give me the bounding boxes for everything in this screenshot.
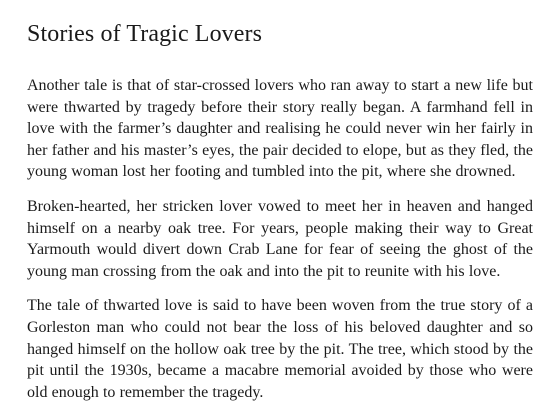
article-paragraph-2: Broken-hearted, her stricken lover vowed to meet her in heaven and hanged himself on a nearby oak tree. For years, people making their way to Great Yarmouth would divert down Crab Lane for fear of seeing the ghost of the young man crossing from the oak and into the pit to reunite with his love.	[27, 197, 533, 280]
article-title: Stories of Tragic Lovers	[27, 21, 263, 47]
article-paragraph-1: Another tale is that of star-crossed lovers who ran away to start a new life but were thwarted by tragedy before their story really began. A farmhand fell in love with the farmer’s daughter and realising he could never win her fairly in her father and his master’s eyes, the pair decided to elope, but as they fled, the young woman lost her footing and tumbled into the pit, where she drowned.	[27, 77, 533, 181]
article-paragraph-3: The tale of thwarted love is said to have been woven from the true story of a Gorleston man who could not bear the loss of his beloved daughter and so hanged himself on the hollow oak tree by the pit. The tree, which stood by the pit until the 1930s, became a macabre memorial avoided by those who were old enough to remember the tragedy.	[27, 297, 533, 401]
article	[27, 17, 533, 416]
